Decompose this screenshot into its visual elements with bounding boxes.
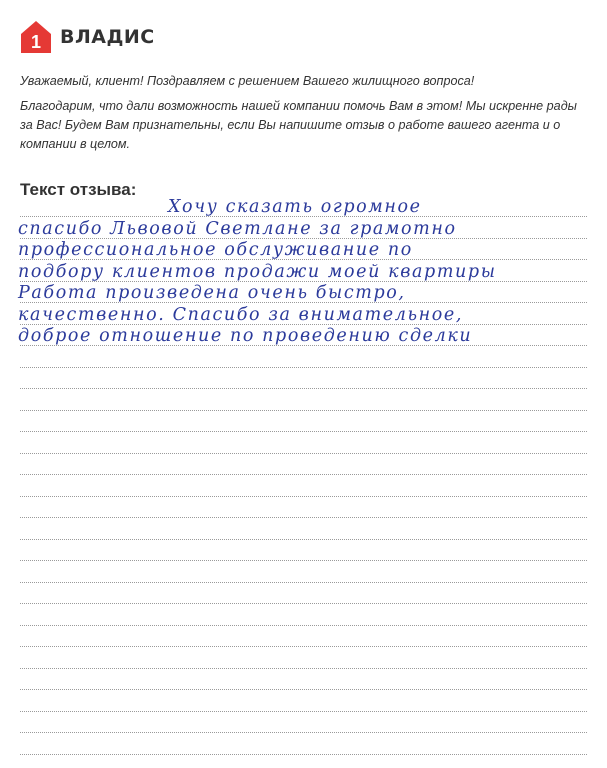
handwritten-line: качественно. Спасибо за внимательное, (18, 304, 463, 325)
ruled-line (20, 517, 587, 518)
ruled-line (20, 625, 587, 626)
intro-greeting: Уважаемый, клиент! Поздравляем с решением Вашего жилищного вопроса! (20, 74, 475, 88)
handwritten-line: доброе отношение по проведению сделки (18, 326, 473, 346)
logo-digit: 1 (30, 32, 42, 52)
ruled-line (20, 668, 587, 669)
intro-body: Благодарим, что дали возможность нашей компании помочь Вам в этом! Мы искренне рады за Вас! Будем Вам признательны, если Вы напишите отзыв о работе вашего агента и о компании в целом. (20, 99, 577, 151)
ruled-line (20, 603, 587, 604)
ruled-line (20, 539, 587, 540)
review-heading: Текст отзыва: (20, 180, 137, 199)
ruled-line (20, 496, 587, 497)
handwritten-line: Хочу сказать огромное (168, 197, 422, 217)
ruled-line (20, 711, 587, 712)
ruled-line (20, 431, 587, 432)
ruled-line (20, 453, 587, 454)
handwritten-line: профессиональное обслуживание по (18, 240, 413, 260)
ruled-line (20, 367, 587, 368)
ruled-line (20, 560, 587, 561)
handwritten-line: подбору клиентов продажи моей квартиры (18, 261, 497, 282)
ruled-line (20, 732, 587, 733)
ruled-line (20, 689, 587, 690)
ruled-line (20, 582, 587, 583)
handwritten-line: спасибо Львовой Светлане за грамотно (18, 218, 457, 239)
ruled-line (20, 388, 587, 389)
ruled-line (20, 410, 587, 411)
ruled-line (20, 754, 587, 755)
ruled-line (20, 474, 587, 475)
ruled-line (20, 646, 587, 647)
ruled-lines (20, 0, 587, 768)
handwritten-line: Работа произведена очень быстро, (18, 283, 406, 303)
brand-name: ВЛАДИС (60, 26, 155, 48)
